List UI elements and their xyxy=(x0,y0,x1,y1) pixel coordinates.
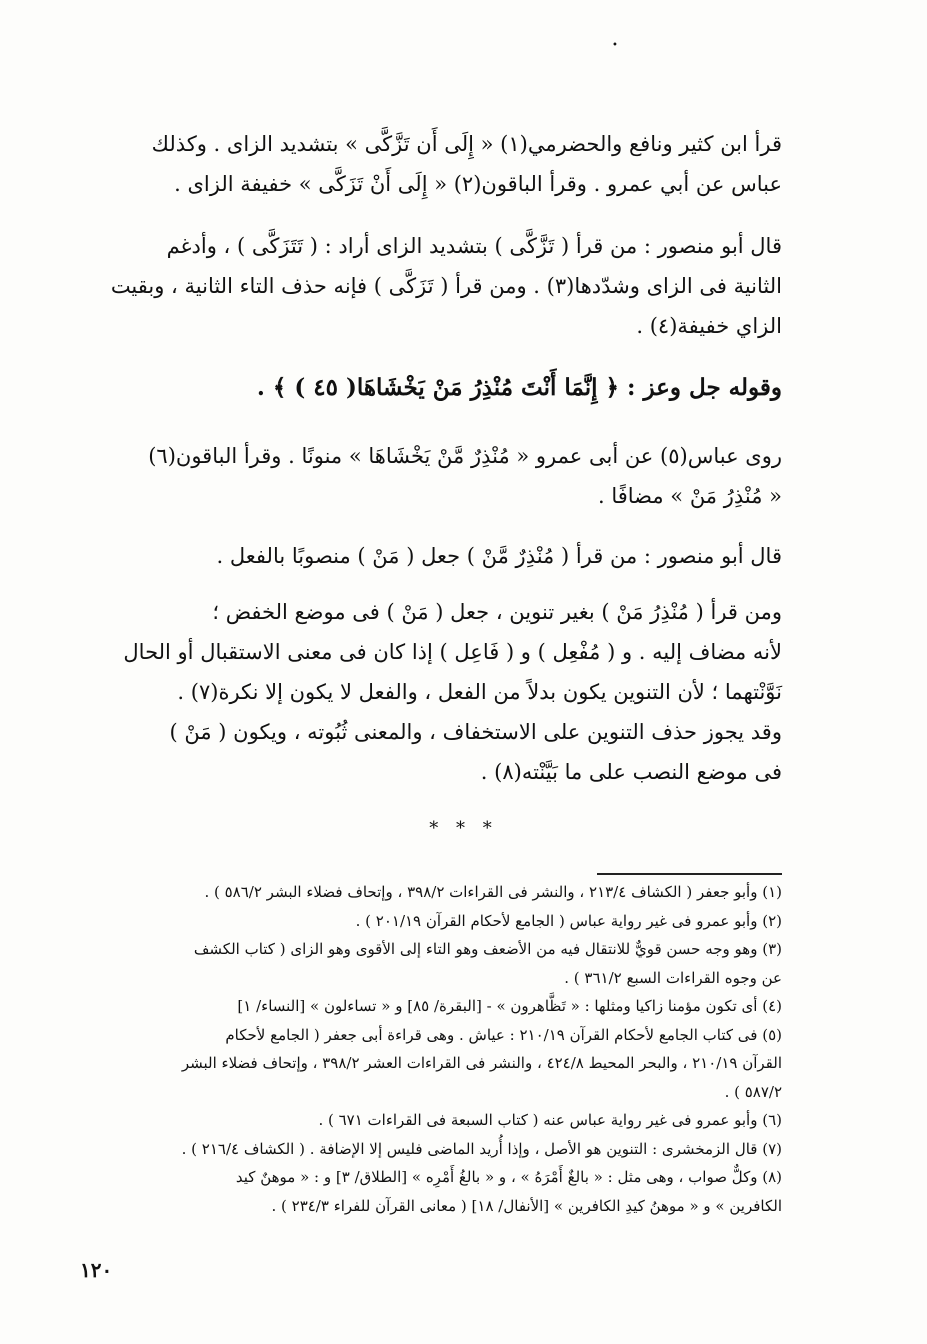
text-line: نَوَّنْتهما ؛ لأن التنوين يكون بدلاً من الفعل ، والفعل لا يكون إلا نكرة(٧) . xyxy=(177,680,782,704)
footnote-line: (٣) وهو وجه حسن قويٌّ للانتقال فيه من الأضعف وهو التاء إلى الأقوى وهو الزاى ( كتاب الكشف xyxy=(193,940,782,958)
footnote-line: (٢) وأبو عمرو فى غير رواية عباس ( الجامع لأحكام القرآن ٢٠١/١٩ ) . xyxy=(355,911,782,930)
text-line: قال أبو منصور : من قرأ ( مُنْذِرٌ مَّنْ ) جعل ( مَنْ ) منصوبًا بالفعل . xyxy=(216,544,782,568)
text-line: عباس عن أبي عمرو . وقرأ الباقون(٢) « إِلَى أَنْ تَزَكَّى » خفيفة الزاى . xyxy=(174,172,782,196)
text-line: قرأ ابن كثير ونافع والحضرمي(١) « إِلَى أَن تَزَّكَّى » بتشديد الزاى . وكذلك xyxy=(151,132,782,156)
footnote-line: (٦) وأبو عمرو فى غير رواية عباس عنه ( كتاب السبعة فى القراءات ٦٧١ ) . xyxy=(318,1111,782,1129)
section-separator: * * * xyxy=(429,818,498,839)
page-number: ١٢٠ xyxy=(80,1258,113,1282)
paragraph-2 xyxy=(80,226,782,346)
footnote-line: عن وجوه القراءات السبع ٣٦١/٢ ) . xyxy=(564,968,782,987)
text-line: وقد يجوز حذف التنوين على الاستخفاف ، والمعنى ثُبُوته ، ويكون ( مَنْ ) xyxy=(169,720,782,744)
text-line: وقوله جل وعز : ﴿ إِنَّمَا أَنْتَ مُنْذِرُ مَنْ يَخْشَاهَا( ٤٥ ) ﴾ . xyxy=(256,374,782,401)
text-line: قال أبو منصور : من قرأ ( تَزَّكَّى ) بتشديد الزاى أراد : ( تَتَزَكَّى ) ، وأدغم xyxy=(166,234,782,258)
footnote-line: ٥٨٧/٢ ) . xyxy=(724,1082,782,1101)
text-line: روى عباس(٥) عن أبى عمرو « مُنْذِرٌ مَّنْ يَخْشَاهَا » منونًا . وقرأ الباقون(٦) xyxy=(148,444,782,468)
speck-mark: • xyxy=(612,40,618,51)
footnote-line: (١) وأبو جعفر ( الكشاف ٢١٣/٤ ، والنشر فى القراءات ٣٩٨/٢ ، وإتحاف فضلاء البشر ٥٨٦/٢ ) . xyxy=(204,883,782,901)
paragraph-6 xyxy=(80,592,782,792)
footnote-line: (٨) وكلٌّ صواب ، وهى مثل : « بالغٌ أَمْرَهُ » ، و « بالغُ أَمْرِه » [الطلاق/ ٣] و : « موهنٌ كيد xyxy=(235,1168,782,1186)
paragraph-5 xyxy=(80,536,782,576)
footnote-line: (٥) فى كتاب الجامع لأحكام القرآن ٢١٠/١٩ : عياش . وهى قراءة أبى جعفر ( الجامع لأحكام xyxy=(225,1025,782,1044)
text-line: « مُنْذِرُ مَنْ » مضافًا . xyxy=(597,484,782,508)
footnote-line: القرآن ٢١٠/١٩ ، والبحر المحيط ٤٢٤/٨ ، والنشر فى القراءات العشر ٣٩٨/٢ ، وإتحاف فضلاء البشر xyxy=(181,1054,782,1072)
footnote-line: (٤) أى تكون مؤمنا زاكيا ومثلها : « تَظَّاهرون » - [البقرة/ ٨٥] و « تساءلون » [النساء/ ١] xyxy=(237,997,782,1015)
footnote-line: الكافرين » و « موهنُ كيدِ الكافرين » [الأنفال/ ١٨] ( معانى القرآن للفراء ٢٣٤/٣ ) . xyxy=(271,1196,782,1215)
text-line: ومن قرأ ( مُنْذِرُ مَنْ ) بغير تنوين ، جعل ( مَنْ ) فى موضع الخفض ؛ xyxy=(212,600,782,624)
text-line: فى موضع النصب على ما بَيَّنْته(٨) . xyxy=(480,760,782,784)
text-line: الثانية فى الزاى وشدّدها(٣) . ومن قرأ ( تَزَكَّى ) فإنه حذف التاء الثانية ، وبقيت xyxy=(110,274,782,298)
footnote-divider xyxy=(597,873,782,875)
paragraph-1 xyxy=(80,124,782,204)
text-line: الزاي خفيفة(٤) . xyxy=(636,314,782,338)
text-line: لأنه مضاف إليه . و ( مُفْعِل ) و ( فَاعِل ) إذا كان فى معنى الاستقبال أو الحال xyxy=(123,640,782,664)
quran-verse-heading xyxy=(80,368,782,408)
footnotes xyxy=(80,878,782,1220)
paragraph-4 xyxy=(80,436,782,516)
footnote-line: (٧) قال الزمخشرى : التنوين هو الأصل ، وإذا أُريد الماضى فليس إلا الإضافة . ( الكشاف ٢١٦/٤ ) . xyxy=(181,1139,782,1158)
